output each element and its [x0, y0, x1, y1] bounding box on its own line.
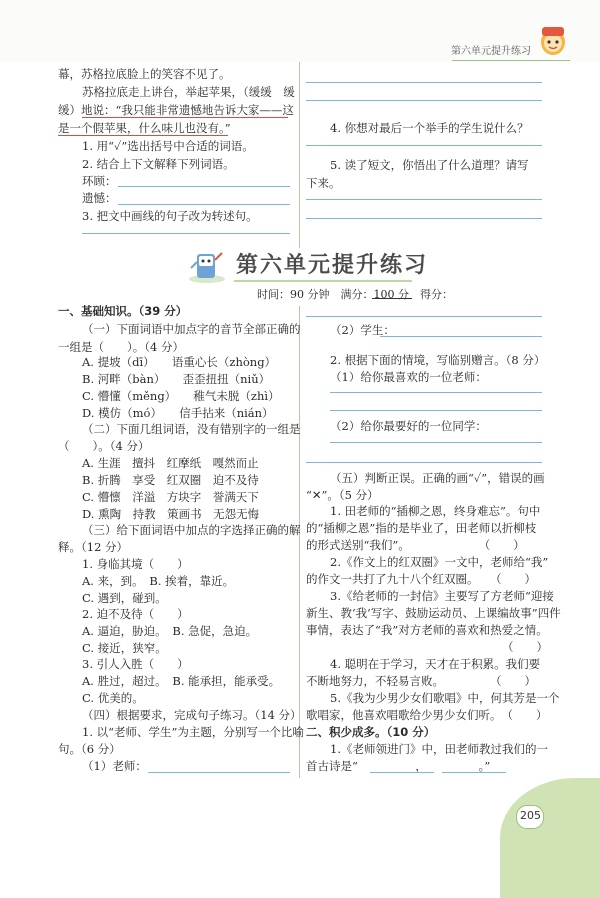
item-1: 1. 身临其境（ ）	[82, 557, 189, 571]
question-2: 2. 结合上下文解释下列词语。	[82, 157, 235, 171]
question-5b: 下来。	[306, 176, 341, 190]
judge-3-cont: 事情，表达了“我”对方老师的喜欢和热爱之情。	[306, 623, 548, 637]
part-4-prompt: （四）根据要求，完成句子练习。（14 分）	[82, 708, 302, 722]
part-3-prompt-cont: 释。（12 分）	[58, 540, 129, 554]
item-3: 3. 引人入胜（ ）	[82, 657, 189, 671]
answer-line[interactable]	[306, 100, 542, 101]
header-rule	[452, 60, 570, 61]
option-d: D. 熏陶 持教 策画书 无怨无悔	[82, 507, 260, 521]
part-1-prompt: （一）下面词语中加点字的音节全部正确的	[82, 322, 301, 336]
exam-meta: 时间：90 分钟 满分：100 分 得分：	[257, 288, 453, 301]
part-5-prompt-cont: “✕”。（5 分）	[306, 488, 379, 502]
to-teacher-label: （1）给你最喜欢的一位老师：	[330, 370, 487, 384]
mascot-icon	[536, 22, 570, 58]
judge-5-cont: 歌唱家，他喜欢唱歌给少男少女们听。 （ ）	[306, 708, 548, 722]
question-1: 1. 用“✓”选出括号中合适的词语。	[82, 139, 254, 153]
section-2-heading: 二、积少成多。（10 分）	[306, 725, 436, 739]
part-2-prompt-cont: （ ）。（4 分）	[58, 439, 150, 453]
judge-2: 2.《作文上的红双圈》一文中，老师给“我”	[330, 555, 549, 569]
item-2: 2. 迫不及待（ ）	[82, 607, 189, 621]
question-4: 4. 你想对最后一个举手的学生说什么？	[330, 121, 529, 135]
passage-line-3: 缓）地说：“我只能非常遗憾地告诉大家——这	[58, 103, 294, 117]
judge-4-cont: 不断地努力，不轻易言败。 （ ）	[306, 674, 536, 688]
question-3: 3. 把文中画线的句子改为转述句。	[82, 209, 258, 223]
answer-line[interactable]	[306, 199, 542, 200]
judge-3: 3.《给老师的一封信》主要写了方老师“迎接	[330, 589, 554, 603]
poem-prompt-cont: 首古诗是“ ， 。”	[306, 759, 491, 773]
poem-prompt: 1.《老师领进门》中，田老师教过我们的一	[330, 742, 548, 756]
book-mascot-icon	[187, 248, 227, 284]
passage-line-2: 苏格拉底走上讲台，举起苹果，（缓缓 缓	[82, 85, 295, 99]
question-5a: 5. 读了短文，你悟出了什么道理？请写	[330, 158, 529, 172]
judge-2-cont: 的作文一共打了九十八个红双圈。 （ ）	[306, 572, 536, 586]
judge-1: 1. 田老师的“插柳之恩，终身难忘”。句中	[330, 504, 541, 518]
page-number: 205	[520, 809, 541, 822]
title-underline	[234, 280, 412, 282]
page-corner-shape	[500, 778, 600, 898]
word-1: 环顾：	[82, 174, 117, 188]
answer-line[interactable]	[306, 316, 542, 317]
options-ab: A. 来，到。 B. 挨着，靠近。	[82, 574, 235, 588]
score-line[interactable]	[372, 298, 412, 299]
answer-line[interactable]	[306, 218, 542, 219]
option-b: B. 河畔（bàn） 歪歪扭扭（niǔ）	[82, 372, 271, 386]
part-3-prompt: （三）给下面词语中加点的字选择正确的解	[82, 523, 301, 537]
item-1-prompt-cont: 句。（6 分）	[58, 742, 121, 756]
word-2: 遗憾：	[82, 191, 117, 205]
judge-3-cont: 新生、教‘我’写字、鼓励运动员、上课编故事”四件	[306, 606, 561, 620]
judge-4: 4. 聪明在于学习，天才在于积累。我们要	[330, 657, 541, 671]
option-c: C. 懵懔 洋溢 方块字 誉满天下	[82, 490, 259, 504]
poem-blank-1[interactable]	[370, 772, 434, 773]
unit-title: 第六单元提升练习	[236, 253, 429, 278]
answer-line[interactable]	[306, 145, 542, 146]
answer-line[interactable]	[118, 204, 290, 205]
farewell-prompt: 2. 根据下面的情境，写临别赠言。（8 分）	[330, 353, 546, 367]
section-1-heading: 一、基础知识。（39 分）	[58, 304, 188, 318]
answer-line[interactable]	[330, 442, 542, 443]
option-d: D. 模仿（mó） 信手拈来（nián）	[82, 406, 274, 420]
option-c: C. 懵懂（měng） 稚气未脱（zhì）	[82, 389, 280, 403]
item-1-prompt: 1. 以“老师、学生”为主题，分别写一个比喻	[82, 725, 304, 739]
sentence-underline	[82, 117, 288, 118]
sentence-underline	[58, 135, 228, 136]
column-divider	[299, 62, 300, 248]
judge-3-brackets: （ ）	[502, 640, 548, 654]
answer-line[interactable]	[330, 410, 542, 411]
judge-5: 5.《我为少男少女们歌唱》中，何其芳是一个	[330, 691, 560, 705]
options-ab: A. 胜过，超过。 B. 能承担，能承受。	[82, 674, 281, 688]
option-a: A. 提坡（dī） 语重心长（zhòng）	[82, 355, 277, 369]
judge-1-cont: 的形式送别“我们”。 （ ）	[306, 538, 525, 552]
answer-line[interactable]	[380, 336, 542, 337]
part-2-prompt: （二）下面几组词语，没有错别字的一组是	[82, 422, 301, 436]
answer-line[interactable]	[148, 772, 290, 773]
part-5-prompt: （五）判断正误。正确的画“✓”，错误的画	[330, 471, 545, 485]
passage-line-4: 是一个假苹果，什么味儿也没有。”	[58, 121, 231, 135]
option-c: C. 接近，狭窄。	[82, 641, 167, 655]
judge-1-cont: 的“插柳之恩”指的是毕业了，田老师以折柳枝	[306, 521, 537, 535]
running-title: 第六单元提升练习	[451, 46, 531, 57]
answer-line[interactable]	[306, 82, 542, 83]
student-simile-label: （2）学生：	[330, 323, 395, 337]
option-c: C. 遇到，碰到。	[82, 591, 167, 605]
to-classmate-label: （2）给你最要好的一位同学：	[330, 419, 487, 433]
answer-line[interactable]	[330, 392, 542, 393]
part-1-prompt-cont: 一组是（ ）。（4 分）	[58, 340, 184, 354]
option-b: B. 折腾 享受 红双圈 迫不及待	[82, 473, 259, 487]
passage-line-1: 幕，苏格拉底脸上的笑容不见了。	[58, 67, 231, 81]
option-a: A. 生涯 擅抖 红摩纸 嘎然而止	[82, 456, 259, 470]
teacher-simile-label: （1）老师：	[82, 759, 147, 773]
poem-blank-2[interactable]	[442, 772, 506, 773]
answer-line[interactable]	[306, 462, 542, 463]
options-ab: A. 逼迫，胁迫。 B. 急促，急迫。	[82, 624, 258, 638]
answer-line[interactable]	[82, 233, 290, 234]
answer-line[interactable]	[118, 186, 290, 187]
option-c: C. 优美的。	[82, 691, 144, 705]
